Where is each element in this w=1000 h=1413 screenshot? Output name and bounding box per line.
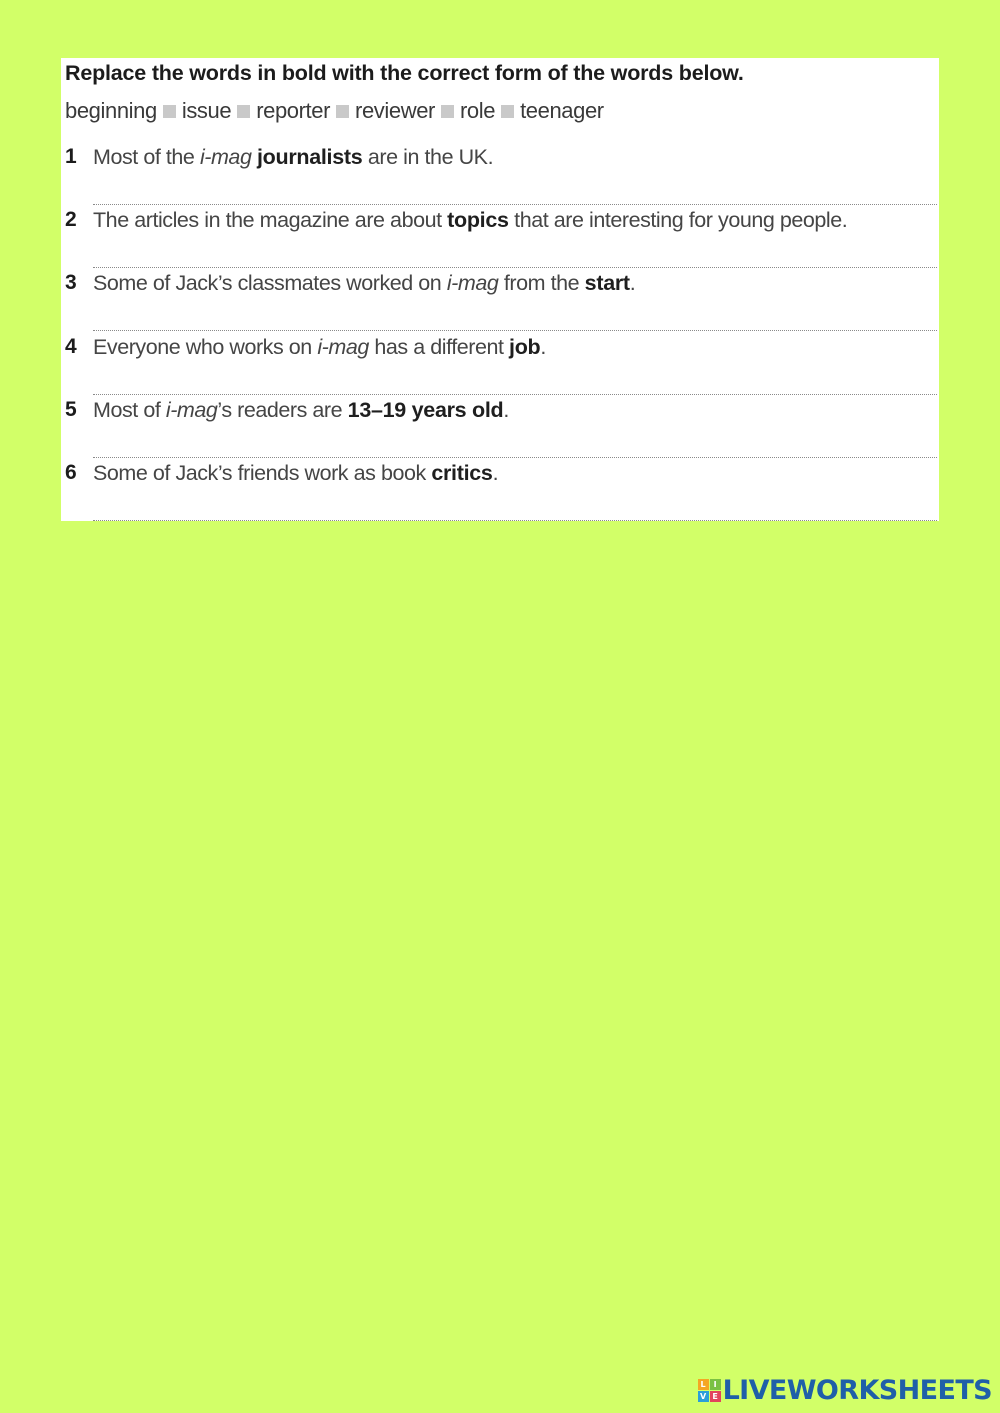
logo-badge-letter: E (710, 1391, 721, 1402)
logo-badge-letter: I (710, 1379, 721, 1390)
sentence-text: . (629, 271, 636, 296)
word-bank-word: role (459, 98, 496, 123)
worksheet-panel (61, 58, 939, 521)
answer-input[interactable] (93, 500, 937, 521)
question-item (65, 205, 937, 268)
square-separator-icon (501, 105, 514, 118)
square-separator-icon (336, 105, 349, 118)
liveworksheets-logo (698, 1375, 992, 1405)
question-item (65, 458, 937, 521)
answer-input[interactable] (93, 437, 937, 458)
question-sentence (93, 458, 498, 488)
word-bank-word: teenager (520, 98, 604, 123)
liveworksheets-badge-icon (698, 1379, 721, 1402)
question-item (65, 142, 937, 205)
sentence-text: from the (498, 271, 585, 296)
question-number: 6 (65, 461, 77, 484)
instruction-text: Replace the words in bold with the correct form of the words below. (65, 61, 744, 85)
question-sentence (93, 332, 546, 362)
bold-target-word: critics (431, 461, 493, 485)
magazine-title: i-mag (446, 271, 499, 296)
sentence-text: Some of Jack’s classmates worked on (93, 271, 447, 296)
magazine-title: i-mag (199, 145, 252, 169)
sentence-text: . (503, 397, 509, 422)
bold-target-word: journalists (256, 145, 363, 169)
answer-input[interactable] (93, 247, 937, 268)
word-bank (65, 96, 604, 126)
sentence-text: Most of the (93, 145, 200, 169)
question-sentence (93, 142, 493, 172)
question-item (65, 268, 937, 331)
bold-target-word: 13–19 years old (347, 397, 504, 422)
sentence-text: that are interesting for young people. (508, 208, 848, 233)
word-bank-word: issue (181, 98, 232, 123)
sentence-text: Some of Jack’s friends work as book (93, 461, 432, 485)
square-separator-icon (237, 105, 250, 118)
question-sentence (93, 395, 509, 425)
question-number: 5 (65, 397, 77, 421)
bold-target-word: job (509, 334, 541, 359)
sentence-text: has a different (368, 334, 510, 359)
square-separator-icon (441, 105, 454, 118)
bold-target-word: start (584, 271, 630, 296)
square-separator-icon (163, 105, 176, 118)
sentence-text: Most of (93, 397, 166, 422)
magazine-title: i-mag (165, 397, 218, 422)
sentence-text: Everyone who works on (93, 334, 318, 359)
question-number: 2 (65, 208, 77, 232)
sentence-text: The articles in the magazine are about (93, 208, 448, 233)
answer-input[interactable] (93, 374, 937, 395)
bold-target-word: topics (447, 208, 509, 233)
magazine-title: i-mag (317, 334, 369, 359)
word-bank-word: reporter (256, 98, 331, 123)
sentence-text: are in the UK. (362, 145, 494, 169)
answer-input[interactable] (93, 184, 937, 205)
sentence-text: . (540, 334, 546, 359)
sentence-text: . (492, 461, 499, 485)
question-item (65, 395, 937, 458)
question-number: 3 (65, 271, 77, 295)
question-item (65, 332, 937, 395)
word-bank-word: reviewer (355, 98, 435, 123)
sentence-text: ’s readers are (217, 397, 348, 422)
logo-badge-letter: L (698, 1379, 709, 1390)
word-bank-word: beginning (65, 98, 157, 123)
question-sentence (93, 268, 635, 298)
question-number: 1 (65, 145, 77, 168)
question-sentence (93, 205, 847, 235)
answer-input[interactable] (93, 310, 937, 331)
liveworksheets-logo-text: LIVEWORKSHEETS (722, 1374, 992, 1406)
logo-badge-letter: V (698, 1391, 709, 1402)
question-number: 4 (65, 334, 77, 358)
